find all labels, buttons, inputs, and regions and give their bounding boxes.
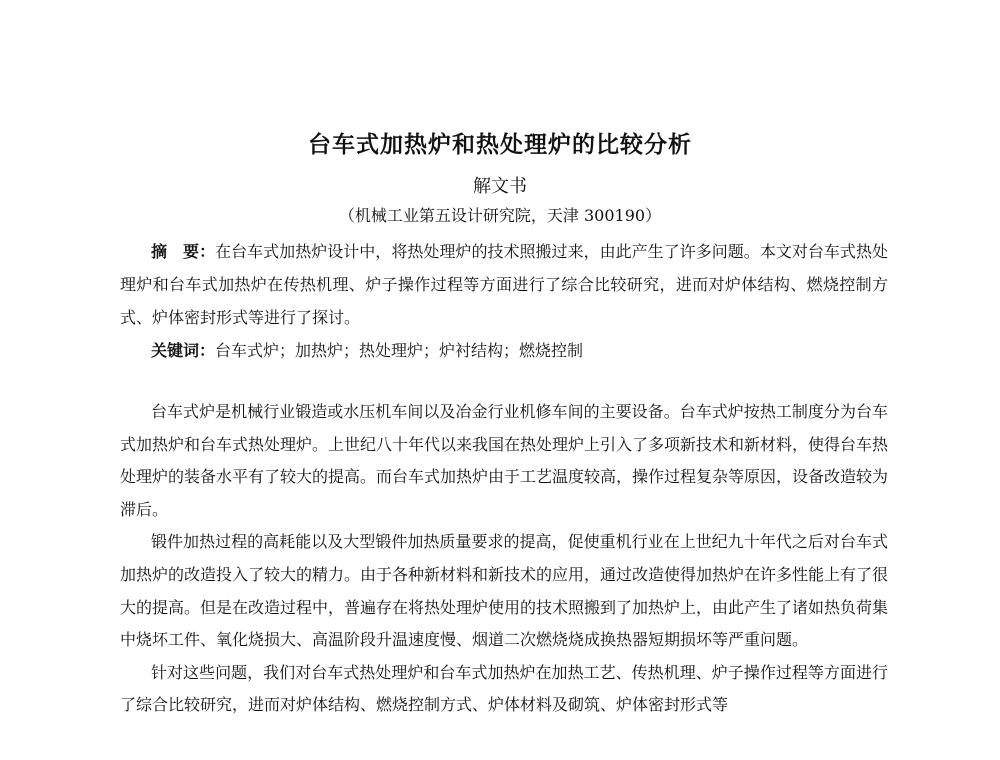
keywords-text: 台车式炉；加热炉；热处理炉；炉衬结构；燃烧控制 <box>215 341 584 360</box>
body-paragraph: 锻件加热过程的高耗能以及大型锻件加热质量要求的提高，促使重机行业在上世纪九十年代之后对台车式加热炉的改造投入了较大的精力。由于各种新材料和新技术的应用，通过改造使得加热炉在许多性能上有了很大的提高。但是在改造过程中，普遍存在将热处理炉使用的技术照搬到了加热炉上，由此产生了诸如热负荷集中烧坏工件、氧化烧损大、高温阶段升温速度慢、烟道二次燃烧烧成换热器短期损坏等严重问题。 <box>120 532 889 650</box>
keywords <box>120 334 888 367</box>
paper-author: 解文书 <box>473 176 527 197</box>
abstract <box>120 235 888 334</box>
keywords-label: 关键词： <box>151 341 216 360</box>
abstract-text: 在台车式加热炉设计中，将热处理炉的技术照搬过来，由此产生了许多问题。本文对台车式热处理炉和台车式加热炉在传热机理、炉子操作过程等方面进行了综合比较研究，进而对炉体结构、燃烧控制方式、炉体密封形式等进行了探讨。 <box>120 242 888 327</box>
body-paragraph: 针对这些问题，我们对台车式热处理炉和台车式加热炉在加热工艺、传热机理、炉子操作过程等方面进行了综合比较研究，进而对炉体结构、燃烧控制方式、炉体材料及砌筑、炉体密封形式等 <box>120 662 888 715</box>
paper-title: 台车式加热炉和热处理炉的比较分析 <box>308 132 692 158</box>
paper-affiliation: （机械工业第五设计研究院，天津 300190） <box>338 206 662 225</box>
body-paragraph: 台车式炉是机械行业锻造或水压机车间以及冶金行业机修车间的主要设备。台车式炉按热工制度分为台车式加热炉和台车式热处理炉。上世纪八十年代以来我国在热处理炉上引入了多项新技术和新材料，使得台车热处理炉的装备水平有了较大的提高。而台车式加热炉由于工艺温度较高，操作过程复杂等原因，设备改造较为滞后。 <box>120 402 889 519</box>
abstract-label: 摘 要： <box>151 242 216 261</box>
body-text <box>120 396 888 722</box>
